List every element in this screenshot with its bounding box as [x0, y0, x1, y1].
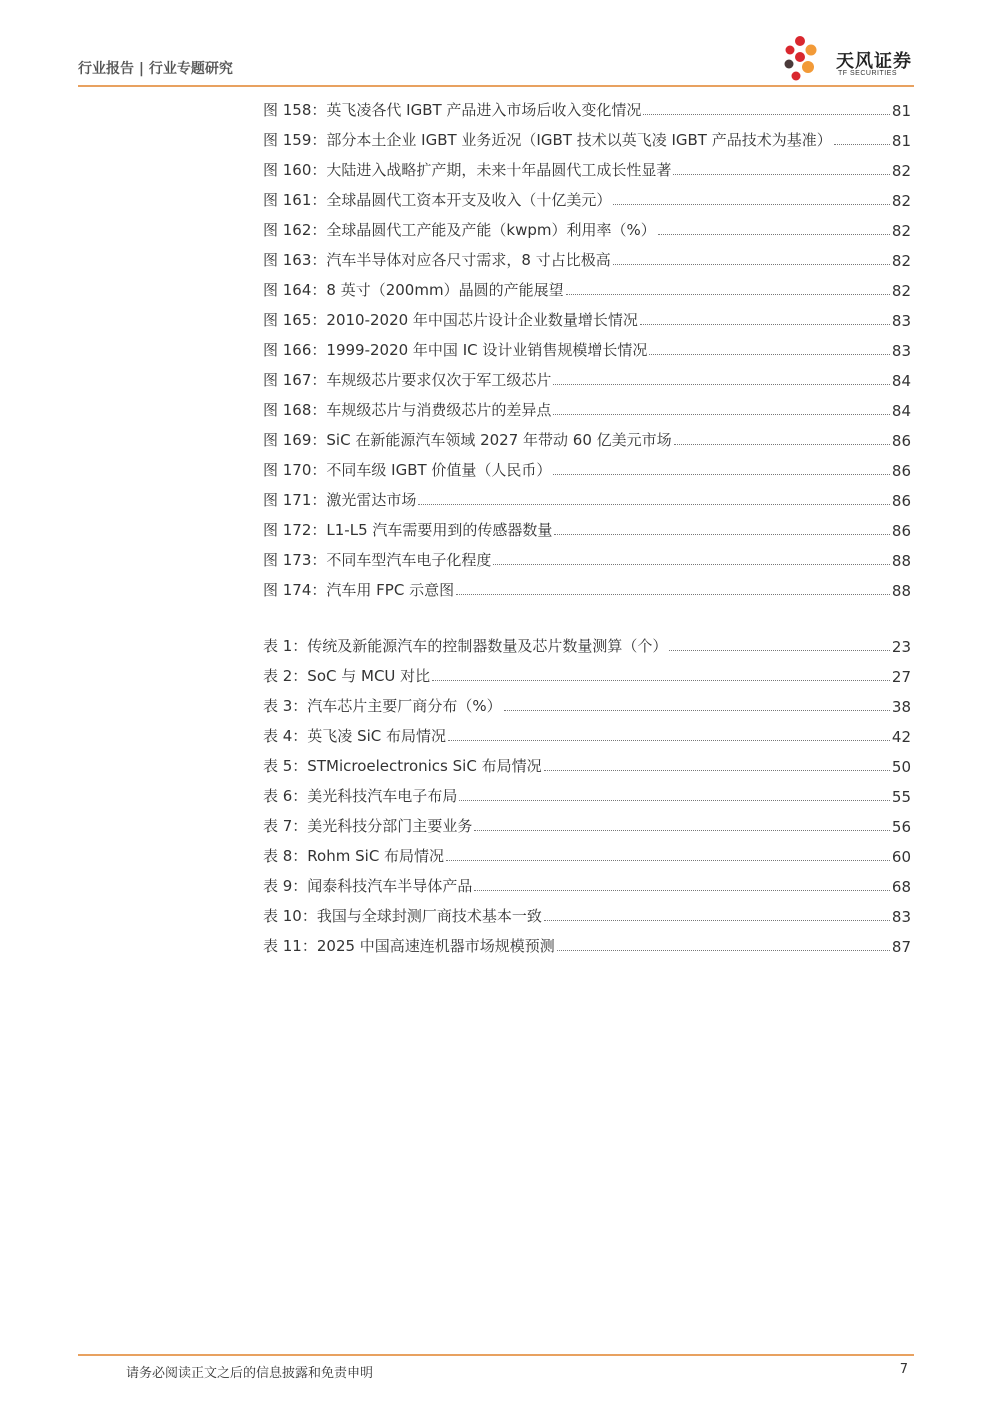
- toc-entry-page: 83: [891, 312, 911, 330]
- toc-entry[interactable]: [263, 180, 911, 210]
- toc-entry-page: 82: [891, 192, 911, 210]
- toc-entry[interactable]: [263, 450, 911, 480]
- toc-entry-label: 图 169：SiC 在新能源汽车领域 2027 年带动 60 亿美元市场: [263, 431, 672, 449]
- toc-entry-page: 42: [891, 728, 911, 746]
- toc-leader-dots: [474, 829, 890, 831]
- toc-entry[interactable]: [263, 510, 911, 540]
- toc-entry[interactable]: [263, 570, 911, 600]
- toc-entry-page: 81: [891, 132, 911, 150]
- toc-leader-dots: [669, 649, 890, 651]
- toc-entry-page: 27: [891, 668, 911, 686]
- toc-leader-dots: [544, 919, 890, 921]
- toc-entry-label: 图 162：全球晶圆代工产能及产能（kwpm）利用率（%）: [263, 221, 656, 239]
- header-divider: [78, 85, 914, 87]
- toc-entry-page: 56: [891, 818, 911, 836]
- figure-list: [263, 90, 911, 600]
- toc-entry-page: 86: [891, 432, 911, 450]
- toc-leader-dots: [566, 293, 890, 295]
- toc-leader-dots: [557, 949, 890, 951]
- toc-entry-page: 81: [891, 102, 911, 120]
- toc-entry-label: 图 164：8 英寸（200mm）晶圆的产能展望: [263, 281, 564, 299]
- toc-entry[interactable]: [263, 300, 911, 330]
- toc-entry[interactable]: [263, 866, 911, 896]
- toc-leader-dots: [658, 233, 890, 235]
- toc-entry-page: 55: [891, 788, 911, 806]
- toc-entry[interactable]: [263, 896, 911, 926]
- toc-leader-dots: [418, 503, 890, 505]
- toc-entry[interactable]: [263, 330, 911, 360]
- toc-entry-page: 23: [891, 638, 911, 656]
- toc-entry[interactable]: [263, 240, 911, 270]
- toc-entry-page: 86: [891, 492, 911, 510]
- toc-entry-page: 84: [891, 372, 911, 390]
- toc-entry[interactable]: [263, 540, 911, 570]
- toc-entry-page: 83: [891, 342, 911, 360]
- toc-entry-page: 86: [891, 462, 911, 480]
- toc-entry-label: 图 167：车规级芯片要求仅次于军工级芯片: [263, 371, 552, 389]
- toc-entry-label: 图 161：全球晶圆代工资本开支及收入（十亿美元）: [263, 191, 612, 209]
- toc-leader-dots: [613, 263, 890, 265]
- toc-leader-dots: [673, 173, 890, 175]
- toc-entry[interactable]: [263, 210, 911, 240]
- toc-leader-dots: [554, 533, 890, 535]
- toc-entry-label: 图 168：车规级芯片与消费级芯片的差异点: [263, 401, 552, 419]
- toc-entry-label: 图 159：部分本土企业 IGBT 业务近况（IGBT 技术以英飞凌 IGBT 产品技术为基准）: [263, 131, 832, 149]
- toc-leader-dots: [544, 769, 890, 771]
- toc-entry-page: 68: [891, 878, 911, 896]
- logo-subtitle: TF SECURITIES: [838, 70, 898, 77]
- toc-leader-dots: [674, 443, 890, 445]
- toc-entry-page: 82: [891, 252, 911, 270]
- toc-leader-dots: [834, 143, 890, 145]
- toc-entry-page: 84: [891, 402, 911, 420]
- toc-leader-dots: [459, 799, 890, 801]
- toc-entry-label: 图 174：汽车用 FPC 示意图: [263, 581, 455, 599]
- toc-entry-page: 83: [891, 908, 911, 926]
- toc-entry-label: 图 160：大陆进入战略扩产期，未来十年晶圆代工成长性显著: [263, 161, 672, 179]
- toc-leader-dots: [432, 679, 890, 681]
- toc-entry-label: 表 11：2025 中国高速连机器市场规模预测: [263, 937, 555, 955]
- toc-entry-label: 表 3：汽车芯片主要厂商分布（%）: [263, 697, 502, 715]
- table-list: [263, 626, 911, 956]
- toc-entry[interactable]: [263, 360, 911, 390]
- toc-entry[interactable]: [263, 926, 911, 956]
- toc-entry[interactable]: [263, 776, 911, 806]
- toc-entry-label: 图 172：L1-L5 汽车需要用到的传感器数量: [263, 521, 553, 539]
- toc-entry[interactable]: [263, 480, 911, 510]
- toc-entry-label: 表 5：STMicroelectronics SiC 布局情况: [263, 757, 542, 775]
- toc-entry[interactable]: [263, 836, 911, 866]
- toc-leader-dots: [448, 739, 890, 741]
- footer-divider: [78, 1354, 914, 1356]
- toc-leader-dots: [504, 709, 890, 711]
- toc-entry[interactable]: [263, 150, 911, 180]
- toc-leader-dots: [456, 593, 890, 595]
- toc-leader-dots: [474, 889, 890, 891]
- toc-entry[interactable]: [263, 420, 911, 450]
- toc-entry-page: 50: [891, 758, 911, 776]
- toc-leader-dots: [553, 473, 889, 475]
- toc-entry-label: 表 2：SoC 与 MCU 对比: [263, 667, 431, 685]
- toc-entry[interactable]: [263, 390, 911, 420]
- toc-entry-label: 表 4：英飞凌 SiC 布局情况: [263, 727, 447, 745]
- toc-entry-label: 表 7：美光科技分部门主要业务: [263, 817, 473, 835]
- toc-entry-label: 图 158：英飞凌各代 IGBT 产品进入市场后收入变化情况: [263, 101, 642, 119]
- toc-entry-page: 82: [891, 222, 911, 240]
- toc-leader-dots: [640, 323, 890, 325]
- toc-entry[interactable]: [263, 716, 911, 746]
- toc-entry-label: 图 163：汽车半导体对应各尺寸需求，8 寸占比极高: [263, 251, 611, 269]
- toc-entry[interactable]: [263, 746, 911, 776]
- toc-entry-label: 表 9：闻泰科技汽车半导体产品: [263, 877, 473, 895]
- toc-leader-dots: [649, 353, 890, 355]
- toc-entry-page: 88: [891, 552, 911, 570]
- toc-leader-dots: [643, 113, 889, 115]
- toc-entry[interactable]: [263, 270, 911, 300]
- toc-entry[interactable]: [263, 90, 911, 120]
- toc-entry-page: 82: [891, 162, 911, 180]
- toc-entry-page: 86: [891, 522, 911, 540]
- toc-leader-dots: [493, 563, 890, 565]
- toc-entry-page: 87: [891, 938, 911, 956]
- toc-entry[interactable]: [263, 120, 911, 150]
- toc-entry-label: 图 170：不同车级 IGBT 价值量（人民币）: [263, 461, 552, 479]
- toc-leader-dots: [613, 203, 890, 205]
- page-number: 7: [899, 1362, 908, 1377]
- toc-entry[interactable]: [263, 806, 911, 836]
- toc-leader-dots: [553, 413, 890, 415]
- toc-entry-label: 图 166：1999-2020 年中国 IC 设计业销售规模增长情况: [263, 341, 648, 359]
- toc-entry-label: 表 1：传统及新能源汽车的控制器数量及芯片数量测算（个）: [263, 637, 668, 655]
- header-breadcrumb: 行业报告 | 行业专题研究: [78, 61, 233, 77]
- toc-leader-dots: [446, 859, 890, 861]
- toc-entry[interactable]: [263, 656, 911, 686]
- footer-disclaimer: 请务必阅读正文之后的信息披露和免责申明: [126, 1366, 374, 1381]
- toc-entry-label: 表 6：美光科技汽车电子布局: [263, 787, 458, 805]
- toc-entry-page: 60: [891, 848, 911, 866]
- toc-entry-label: 图 173：不同车型汽车电子化程度: [263, 551, 492, 569]
- toc-entry-page: 38: [891, 698, 911, 716]
- toc-entry[interactable]: [263, 626, 911, 656]
- toc-entry-label: 表 10：我国与全球封测厂商技术基本一致: [263, 907, 542, 925]
- toc-entry-page: 82: [891, 282, 911, 300]
- logo-name: 天风证券: [836, 51, 912, 72]
- toc-entry-page: 88: [891, 582, 911, 600]
- toc-entry-label: 表 8：Rohm SiC 布局情况: [263, 847, 445, 865]
- toc-entry-label: 图 171：激光雷达市场: [263, 491, 417, 509]
- toc-leader-dots: [553, 383, 890, 385]
- toc-entry[interactable]: [263, 686, 911, 716]
- toc-entry-label: 图 165：2010-2020 年中国芯片设计企业数量增长情况: [263, 311, 638, 329]
